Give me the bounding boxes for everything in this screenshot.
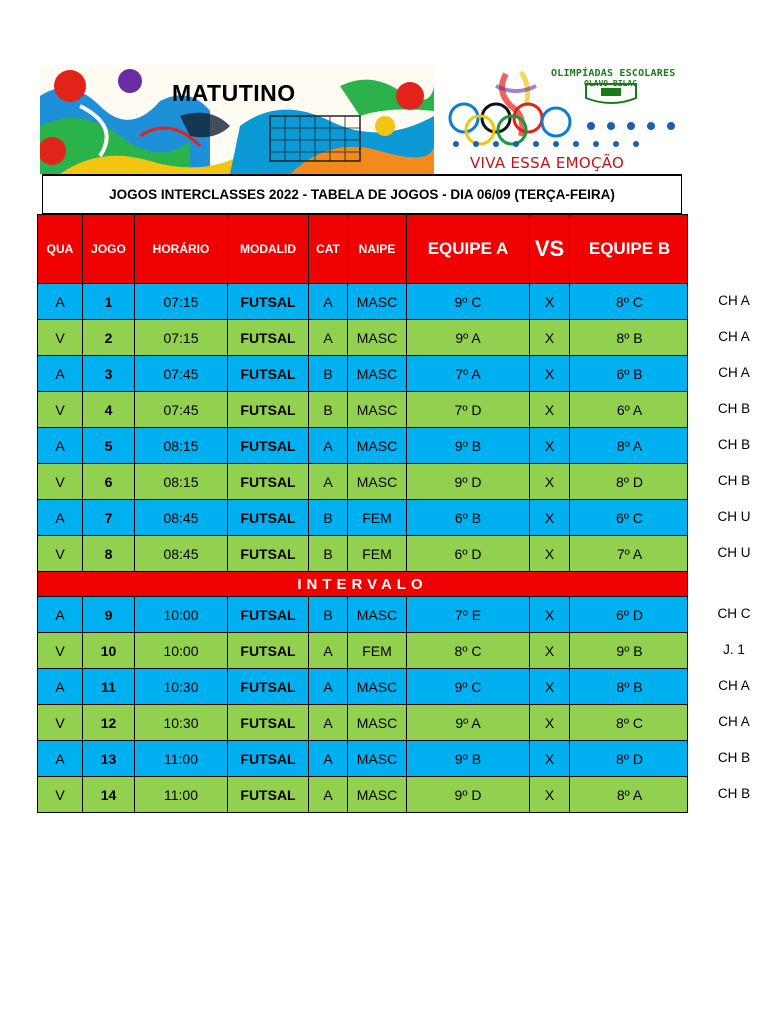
cell-x: X xyxy=(530,428,570,463)
cell-horario: 08:15 xyxy=(135,428,228,463)
table-row xyxy=(37,597,688,633)
cell-cat: A xyxy=(309,741,348,776)
cell-equipe-a: 8º C xyxy=(407,633,530,668)
cell-qua: V xyxy=(38,320,83,355)
cell-x: X xyxy=(530,633,570,668)
cell-naipe: MASC xyxy=(348,356,407,391)
location-label: CH A xyxy=(718,293,750,308)
table-row xyxy=(37,500,688,536)
location-label: J. 1 xyxy=(723,642,745,657)
cell-equipe-b: 6º C xyxy=(616,509,643,526)
cell-qua: A xyxy=(38,356,83,391)
cell-modalid: FUTSAL xyxy=(228,705,309,740)
cell-modalid: FUTSAL xyxy=(228,500,309,535)
cell-modalid: FUTSAL xyxy=(228,320,309,355)
cell-jogo: 7 xyxy=(83,500,135,535)
cell-qua: A xyxy=(38,428,83,463)
table-row xyxy=(37,464,688,500)
location-label: CH B xyxy=(717,401,751,416)
table-row xyxy=(37,392,688,428)
cell-horario: 07:15 xyxy=(135,320,228,355)
cell-modalid: FUTSAL xyxy=(228,741,309,776)
cell-modalid: FUTSAL xyxy=(228,669,309,704)
cell-naipe: MASC xyxy=(348,320,407,355)
cell-cat: B xyxy=(309,356,348,391)
cell-modalid: FUTSAL xyxy=(228,536,309,571)
cell-equipe-a: 9º A xyxy=(407,320,530,355)
cell-cat: B xyxy=(309,597,348,632)
header-jogo: JOGO xyxy=(83,215,135,283)
cell-equipe-b: 6º A xyxy=(616,401,643,418)
location-label: CH A xyxy=(718,714,750,729)
cell-horario: 08:45 xyxy=(135,536,228,571)
cell-qua: V xyxy=(38,392,83,427)
header-equipe-a: EQUIPE A xyxy=(407,215,530,283)
cell-x: X xyxy=(530,356,570,391)
cell-jogo: 3 xyxy=(83,356,135,391)
table-row xyxy=(37,536,688,572)
cell-qua: A xyxy=(38,597,83,632)
cell-qua: V xyxy=(38,777,83,812)
cell-x: X xyxy=(530,392,570,427)
cell-equipe-a: 9º B xyxy=(407,428,530,463)
cell-naipe: MASC xyxy=(348,464,407,499)
table-row xyxy=(37,669,688,705)
cell-jogo: 11 xyxy=(83,669,135,704)
cell-naipe: MASC xyxy=(348,597,407,632)
cell-jogo: 10 xyxy=(83,633,135,668)
cell-equipe-a: 9º D xyxy=(407,464,530,499)
cell-modalid: FUTSAL xyxy=(228,356,309,391)
cell-horario: 07:45 xyxy=(135,356,228,391)
cell-equipe-a: 6º B xyxy=(407,500,530,535)
cell-horario: 07:45 xyxy=(135,392,228,427)
cell-qua: V xyxy=(38,536,83,571)
cell-naipe: MASC xyxy=(348,428,407,463)
header-cat: CAT xyxy=(309,215,348,283)
cell-cat: A xyxy=(309,464,348,499)
cell-horario: 10:30 xyxy=(135,705,228,740)
location-label: CH B xyxy=(717,437,751,452)
cell-naipe: FEM xyxy=(348,633,407,668)
cell-equipe-b: 8º B xyxy=(616,678,643,695)
cell-jogo: 14 xyxy=(83,777,135,812)
cell-cat: A xyxy=(309,777,348,812)
cell-modalid: FUTSAL xyxy=(228,597,309,632)
location-label: CH U xyxy=(717,509,751,524)
cell-qua: V xyxy=(38,464,83,499)
cell-equipe-b: 8º C xyxy=(616,714,643,731)
cell-horario: 08:15 xyxy=(135,464,228,499)
cell-x: X xyxy=(530,669,570,704)
cell-cat: B xyxy=(309,536,348,571)
header-vs: VS xyxy=(530,215,570,283)
location-label: CH B xyxy=(717,750,751,765)
cell-equipe-b: 8º D xyxy=(616,473,643,490)
cell-equipe-a: 9º C xyxy=(407,284,530,319)
cell-jogo: 8 xyxy=(83,536,135,571)
cell-naipe: MASC xyxy=(348,392,407,427)
cell-naipe: MASC xyxy=(348,741,407,776)
banner xyxy=(40,66,688,174)
cell-x: X xyxy=(530,777,570,812)
cell-naipe: MASC xyxy=(348,777,407,812)
table-row xyxy=(37,777,688,813)
cell-x: X xyxy=(530,536,570,571)
cell-x: X xyxy=(530,705,570,740)
cell-jogo: 4 xyxy=(83,392,135,427)
cell-x: X xyxy=(530,597,570,632)
cell-equipe-b: 8º A xyxy=(616,437,643,454)
cell-cat: B xyxy=(309,392,348,427)
cell-qua: A xyxy=(38,500,83,535)
cell-equipe-b: 8º D xyxy=(616,750,643,767)
cell-equipe-a: 9º C xyxy=(407,669,530,704)
cell-equipe-a: 6º D xyxy=(407,536,530,571)
header-naipe: NAIPE xyxy=(348,215,407,283)
table-row xyxy=(37,320,688,356)
cell-qua: V xyxy=(38,633,83,668)
cell-qua: A xyxy=(38,284,83,319)
table-row xyxy=(37,428,688,464)
cell-qua: V xyxy=(38,705,83,740)
olympics-title: OLIMPÍADAS ESCOLARES xyxy=(551,68,676,79)
cell-cat: A xyxy=(309,669,348,704)
cell-cat: A xyxy=(309,284,348,319)
cell-horario: 08:45 xyxy=(135,500,228,535)
cell-modalid: FUTSAL xyxy=(228,392,309,427)
location-label: CH B xyxy=(717,786,751,801)
cell-qua: A xyxy=(38,741,83,776)
cell-modalid: FUTSAL xyxy=(228,428,309,463)
olympics-logo-panel xyxy=(436,66,688,174)
cell-modalid: FUTSAL xyxy=(228,633,309,668)
cell-naipe: FEM xyxy=(348,536,407,571)
table-row xyxy=(37,741,688,777)
cell-cat: A xyxy=(309,428,348,463)
cell-x: X xyxy=(530,284,570,319)
location-label: CH A xyxy=(718,678,750,693)
cell-horario: 10:30 xyxy=(135,669,228,704)
cell-equipe-a: 9º B xyxy=(407,741,530,776)
table-row xyxy=(37,356,688,392)
cell-x: X xyxy=(530,464,570,499)
cell-naipe: MASC xyxy=(348,705,407,740)
cell-equipe-a: 9º A xyxy=(407,705,530,740)
cell-equipe-b: 6º D xyxy=(616,606,643,623)
cell-x: X xyxy=(530,500,570,535)
cell-naipe: FEM xyxy=(348,500,407,535)
table-header xyxy=(37,214,688,284)
cell-horario: 11:00 xyxy=(135,741,228,776)
cell-equipe-b: 6º B xyxy=(616,365,643,382)
cell-equipe-b: 8º B xyxy=(616,329,643,346)
location-label: CH A xyxy=(718,329,750,344)
cell-naipe: MASC xyxy=(348,669,407,704)
cell-cat: B xyxy=(309,500,348,535)
cell-jogo: 5 xyxy=(83,428,135,463)
banner-artwork xyxy=(40,66,434,174)
cell-x: X xyxy=(530,320,570,355)
page-subtitle: JOGOS INTERCLASSES 2022 - TABELA DE JOGOS - DIA 06/09 (TERÇA-FEIRA) xyxy=(42,174,682,214)
table-row xyxy=(37,633,688,669)
olympics-school: OLAVO BILAC xyxy=(584,79,637,88)
location-label: CH C xyxy=(717,606,751,621)
cell-qua: A xyxy=(38,669,83,704)
cell-cat: A xyxy=(309,633,348,668)
cell-naipe: MASC xyxy=(348,284,407,319)
cell-equipe-a: 9º D xyxy=(407,777,530,812)
location-label: CH B xyxy=(717,473,751,488)
cell-equipe-b: 7º A xyxy=(616,545,643,562)
cell-modalid: FUTSAL xyxy=(228,464,309,499)
cell-cat: A xyxy=(309,320,348,355)
banner-title: MATUTINO xyxy=(172,80,296,106)
cell-cat: A xyxy=(309,705,348,740)
cell-jogo: 2 xyxy=(83,320,135,355)
cell-equipe-b: 9º B xyxy=(616,642,643,659)
header-horario: HORÁRIO xyxy=(135,215,228,283)
header-qua: QUA xyxy=(38,215,83,283)
header-equipe-b: EQUIPE B xyxy=(588,239,671,258)
slogan: VIVA ESSA EMOÇÃO xyxy=(470,154,625,172)
cell-equipe-b: 8º C xyxy=(616,293,643,310)
location-label: CH U xyxy=(717,545,751,560)
table-row xyxy=(37,284,688,320)
cell-modalid: FUTSAL xyxy=(228,777,309,812)
table-row xyxy=(37,705,688,741)
cell-jogo: 13 xyxy=(83,741,135,776)
cell-jogo: 9 xyxy=(83,597,135,632)
cell-horario: 11:00 xyxy=(135,777,228,812)
cell-jogo: 1 xyxy=(83,284,135,319)
header-modalid: MODALID xyxy=(228,215,309,283)
location-label: CH A xyxy=(718,365,750,380)
cell-modalid: FUTSAL xyxy=(228,284,309,319)
cell-horario: 10:00 xyxy=(135,597,228,632)
cell-jogo: 12 xyxy=(83,705,135,740)
cell-equipe-a: 7º D xyxy=(407,392,530,427)
cell-equipe-a: 7º A xyxy=(407,356,530,391)
cell-equipe-b: 8º A xyxy=(616,786,643,803)
cell-horario: 07:15 xyxy=(135,284,228,319)
cell-x: X xyxy=(530,741,570,776)
cell-jogo: 6 xyxy=(83,464,135,499)
interval-banner: INTERVALO xyxy=(37,572,688,597)
cell-equipe-a: 7º E xyxy=(407,597,530,632)
cell-horario: 10:00 xyxy=(135,633,228,668)
